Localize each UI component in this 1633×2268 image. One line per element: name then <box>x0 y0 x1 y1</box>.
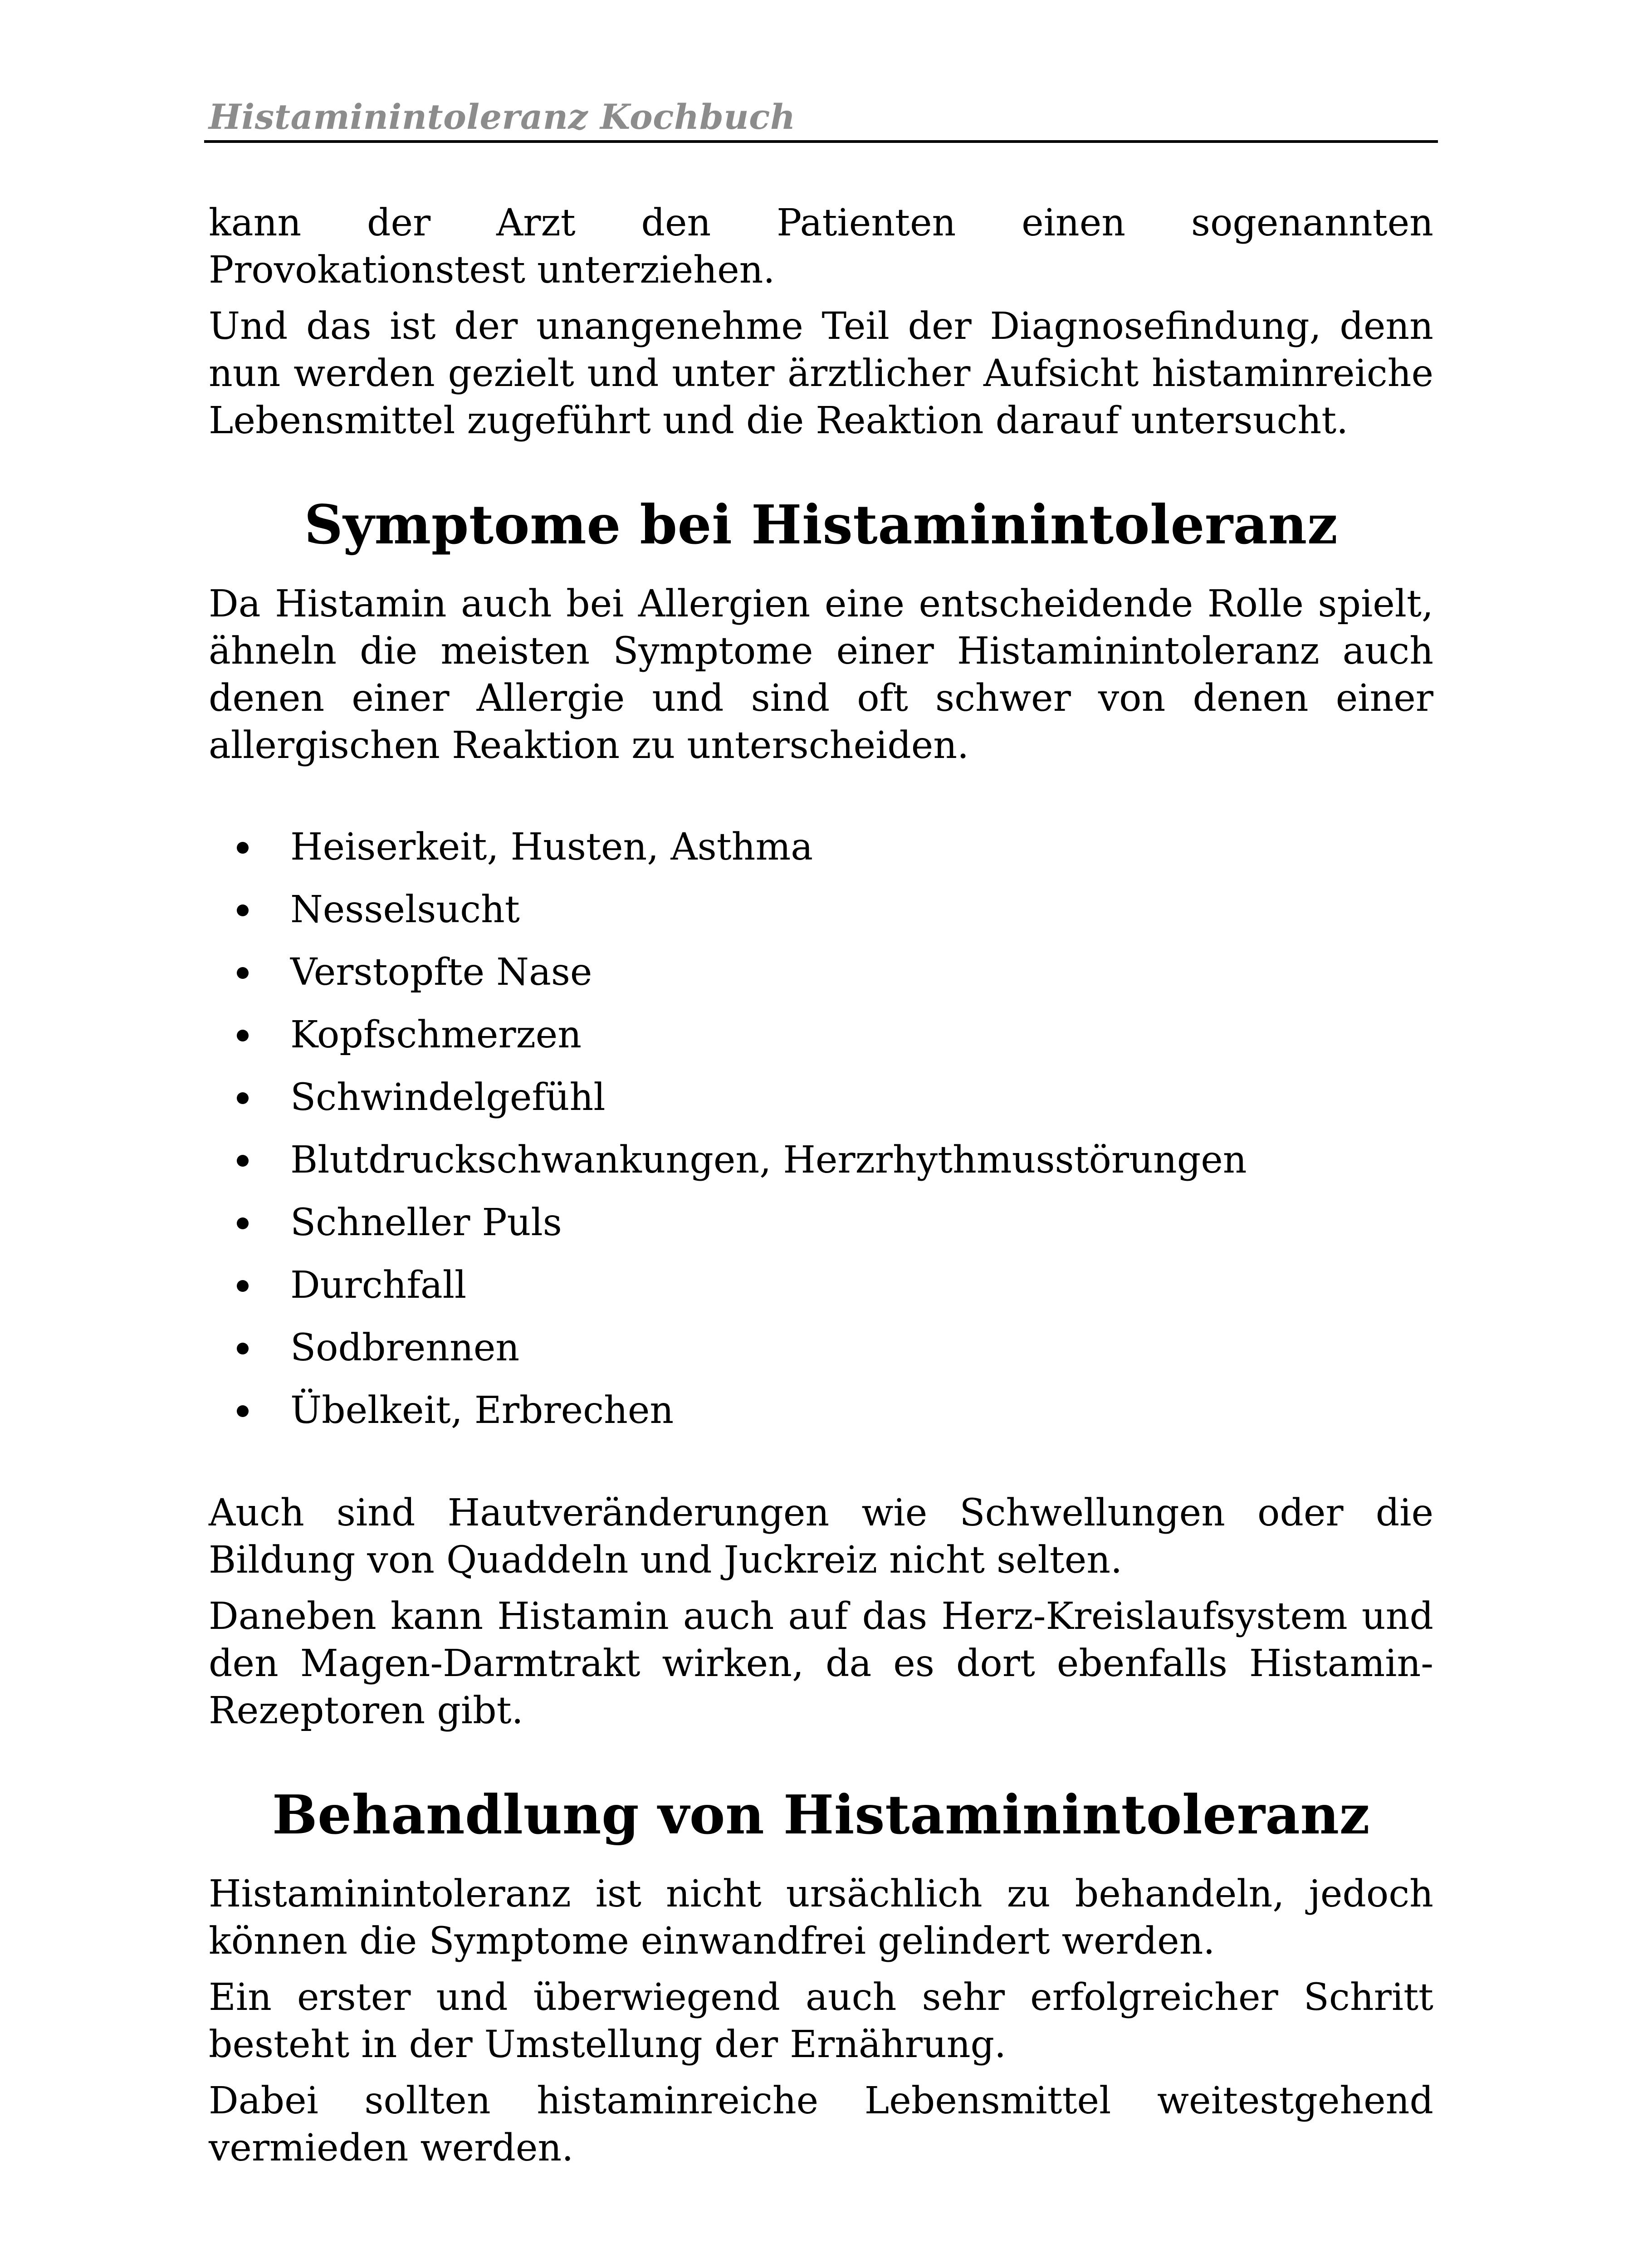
list-item <box>209 1325 1433 1387</box>
spacer <box>209 1450 1433 1490</box>
bullet-icon <box>237 1217 249 1229</box>
list-item <box>209 1199 1433 1262</box>
paragraph: Ein erster und überwiegend auch sehr erfolgreicher Schritt besteht in der Umstellung der Ernährung. <box>209 1976 1433 2066</box>
section-heading-symptoms: Symptome bei Histaminintoleranz <box>304 493 1338 556</box>
bullet-icon <box>237 1343 249 1354</box>
list-item <box>209 1137 1433 1199</box>
bullet-icon <box>237 1405 249 1417</box>
section-heading-treatment: Behandlung von Histaminintoleranz <box>272 1783 1370 1846</box>
symptom-list <box>209 824 1433 1450</box>
list-item <box>209 1012 1433 1074</box>
list-item <box>209 1262 1433 1325</box>
list-item-text: Heiserkeit, Husten, Asthma <box>290 826 813 869</box>
list-item-text: Übelkeit, Erbrechen <box>290 1389 674 1432</box>
paragraph: Dabei sollten histaminreiche Lebensmittel weitestgehend vermieden werden. <box>209 2079 1433 2170</box>
bullet-icon <box>237 1280 249 1292</box>
list-item-text: Schneller Puls <box>290 1201 562 1244</box>
list-item-text: Durchfall <box>290 1264 467 1307</box>
list-item-text: Sodbrennen <box>290 1326 520 1369</box>
paragraph: Daneben kann Histamin auch auf das Herz-Kreislaufsystem und den Magen-Darmtrakt wirken, da es dort ebenfalls Histamin-Rezeptoren gibt. <box>209 1595 1433 1732</box>
page-content <box>209 200 1433 2181</box>
paragraph: Auch sind Hautveränderungen wie Schwellungen oder die Bildung von Quaddeln und Juckreiz nicht selten. <box>209 1491 1433 1582</box>
list-item-text: Verstopfte Nase <box>290 951 592 994</box>
list-item-text: Blutdruckschwankungen, Herzrhythmusstörungen <box>290 1139 1247 1182</box>
list-item <box>209 949 1433 1012</box>
bullet-icon <box>237 1155 249 1167</box>
book-title: Histaminintoleranz Kochbuch <box>209 97 796 137</box>
paragraph: kann der Arzt den Patienten einen sogenannten Provokationstest unterziehen. <box>209 201 1433 292</box>
running-header <box>204 93 1438 143</box>
bullet-icon <box>237 967 249 979</box>
list-item-text: Schwindelgefühl <box>290 1076 606 1119</box>
bullet-icon <box>237 842 249 854</box>
list-item-text: Nesselsucht <box>290 888 520 931</box>
bullet-icon <box>237 904 249 916</box>
bullet-icon <box>237 1092 249 1104</box>
bullet-icon <box>237 1030 249 1041</box>
list-item <box>209 1074 1433 1137</box>
paragraph: Und das ist der unangenehme Teil der Diagnosefindung, denn nun werden gezielt und unter ärztlicher Aufsicht histaminreiche Lebensmittel zugeführt und die Reaktion darauf untersucht. <box>209 305 1433 442</box>
list-item-text: Kopfschmerzen <box>290 1013 582 1056</box>
list-item <box>209 886 1433 949</box>
list-item <box>209 1387 1433 1450</box>
paragraph: Histaminintoleranz ist nicht ursächlich zu behandeln, jedoch können die Symptome einwandfrei gelindert werden. <box>209 1872 1433 1963</box>
paragraph: Da Histamin auch bei Allergien eine entscheidende Rolle spielt, ähneln die meisten Symptome einer Histaminintoleranz auch denen einer Allergie und sind oft schwer von denen einer allergischen Reaktion zu unterscheiden. <box>209 582 1433 767</box>
list-item <box>209 824 1433 886</box>
